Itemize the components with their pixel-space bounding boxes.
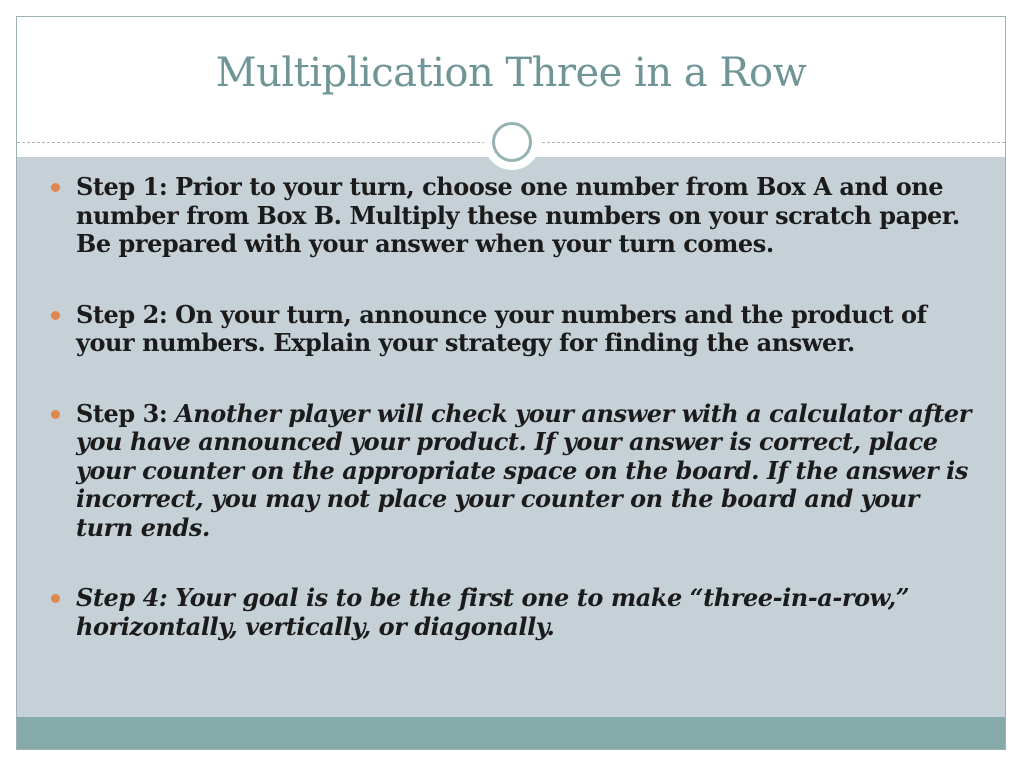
- bullet-icon: [51, 410, 60, 419]
- slide: [16, 16, 1006, 750]
- step-1: [51, 173, 971, 259]
- ornament-circle-icon: [484, 114, 540, 170]
- step-4-lead: Step 4:: [76, 583, 176, 612]
- step-4-text: Your goal is to be the first one to make “three-in-a-row,” horizontally, vertically, or diagonally.: [76, 583, 910, 641]
- bullet-icon: [51, 594, 60, 603]
- step-1-text: Prior to your turn, choose one number from Box A and one number from Box B. Multiply these numbers on your scratch paper. Be prepared with your answer when your turn comes.: [76, 172, 960, 258]
- step-3-lead: Step 3:: [76, 398, 176, 428]
- step-2: [51, 301, 971, 358]
- step-3: [51, 400, 971, 543]
- step-1-lead: Step 1:: [76, 172, 176, 201]
- bullet-icon: [51, 311, 60, 320]
- step-3-text: Another player will check your answer with a calculator after you have announced your product. If your answer is correct, place your counter on the appropriate space on the board. If the answer is incorrect, you may not place your counter on the board and your turn ends.: [76, 398, 971, 542]
- ornament-ring: [492, 122, 532, 162]
- bullet-icon: [51, 183, 60, 192]
- slide-title: Multiplication Three in a Row: [215, 50, 807, 96]
- step-list: [51, 173, 971, 641]
- bottom-band: [17, 717, 1005, 750]
- step-4: [51, 584, 971, 641]
- step-2-text: On your turn, announce your numbers and the product of your numbers. Explain your strategy for finding the answer.: [76, 299, 927, 357]
- step-2-lead: Step 2:: [76, 299, 176, 329]
